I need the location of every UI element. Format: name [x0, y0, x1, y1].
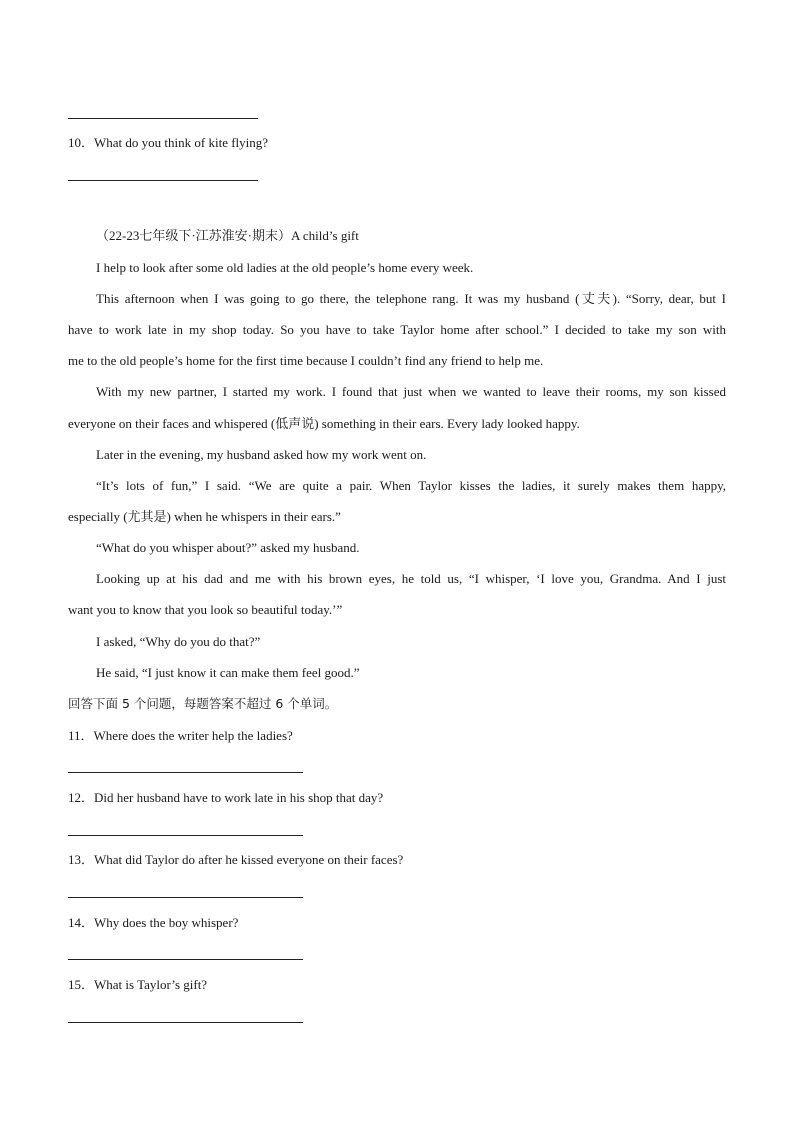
passage-paragraph: This afternoon when I was going to go there, the telephone rang. It was my husband (丈夫). “Sorry, dear, but I [96, 291, 726, 306]
question-15 [68, 975, 207, 995]
question-11 [68, 726, 293, 746]
question-text: What did Taylor do after he kissed everyone on their faces? [94, 852, 404, 867]
document-page [68, 0, 726, 1123]
passage-line: especially (尤其是) when he whispers in their ears.” [68, 509, 341, 524]
question-number: 12． [68, 790, 95, 805]
question-instruction: 回答下面 5 个问题，每题答案不超过 6 个单词。 [68, 696, 338, 711]
passage-paragraph: I help to look after some old ladies at the old people’s home every week. [96, 260, 474, 275]
passage-paragraph: “What do you whisper about?” asked my husband. [96, 540, 360, 555]
question-number: 10． [68, 135, 95, 150]
question-text: What do you think of kite flying? [94, 135, 269, 150]
question-10 [68, 133, 268, 153]
question-text: What is Taylor’s gift? [94, 977, 208, 992]
question-number: 11． [68, 728, 94, 743]
question-number: 15． [68, 977, 95, 992]
passage-paragraph: Later in the evening, my husband asked how my work went on. [96, 447, 427, 462]
answer-line-9 [68, 118, 258, 119]
question-14 [68, 913, 238, 933]
question-number: 14． [68, 915, 95, 930]
question-13 [68, 850, 403, 870]
passage-line: have to work late in my shop today. So you have to take Taylor home after school.” I decided to take my son with [68, 322, 726, 337]
answer-line-10 [68, 180, 258, 181]
question-text: Did her husband have to work late in his shop that day? [94, 790, 384, 805]
answer-line-12[interactable] [68, 835, 303, 836]
answer-line-13[interactable] [68, 897, 303, 898]
passage-line: everyone on their faces and whispered (低声说) something in their ears. Every lady looked happy. [68, 416, 580, 431]
passage-line: want you to know that you look so beautiful today.’” [68, 602, 343, 617]
answer-line-14[interactable] [68, 959, 303, 960]
answer-line-11[interactable] [68, 772, 303, 773]
passage-source: （22-23七年级下·江苏淮安·期末）A child’s gift [96, 228, 359, 243]
passage-paragraph: Looking up at his dad and me with his brown eyes, he told us, “I whisper, ‘I love you, Grandma. And I just [96, 571, 726, 586]
passage-paragraph: He said, “I just know it can make them feel good.” [96, 665, 360, 680]
question-12 [68, 788, 383, 808]
passage-paragraph: “It’s lots of fun,” I said. “We are quite a pair. When Taylor kisses the ladies, it surely makes them happy, [96, 478, 726, 493]
question-text: Where does the writer help the ladies? [93, 728, 293, 743]
passage-line: me to the old people’s home for the first time because I couldn’t find any friend to help me. [68, 353, 544, 368]
question-text: Why does the boy whisper? [94, 915, 239, 930]
answer-line-15[interactable] [68, 1022, 303, 1023]
passage-paragraph: With my new partner, I started my work. I found that just when we wanted to leave their rooms, my son kissed [96, 384, 726, 399]
passage-paragraph: I asked, “Why do you do that?” [96, 634, 261, 649]
question-number: 13． [68, 852, 95, 867]
